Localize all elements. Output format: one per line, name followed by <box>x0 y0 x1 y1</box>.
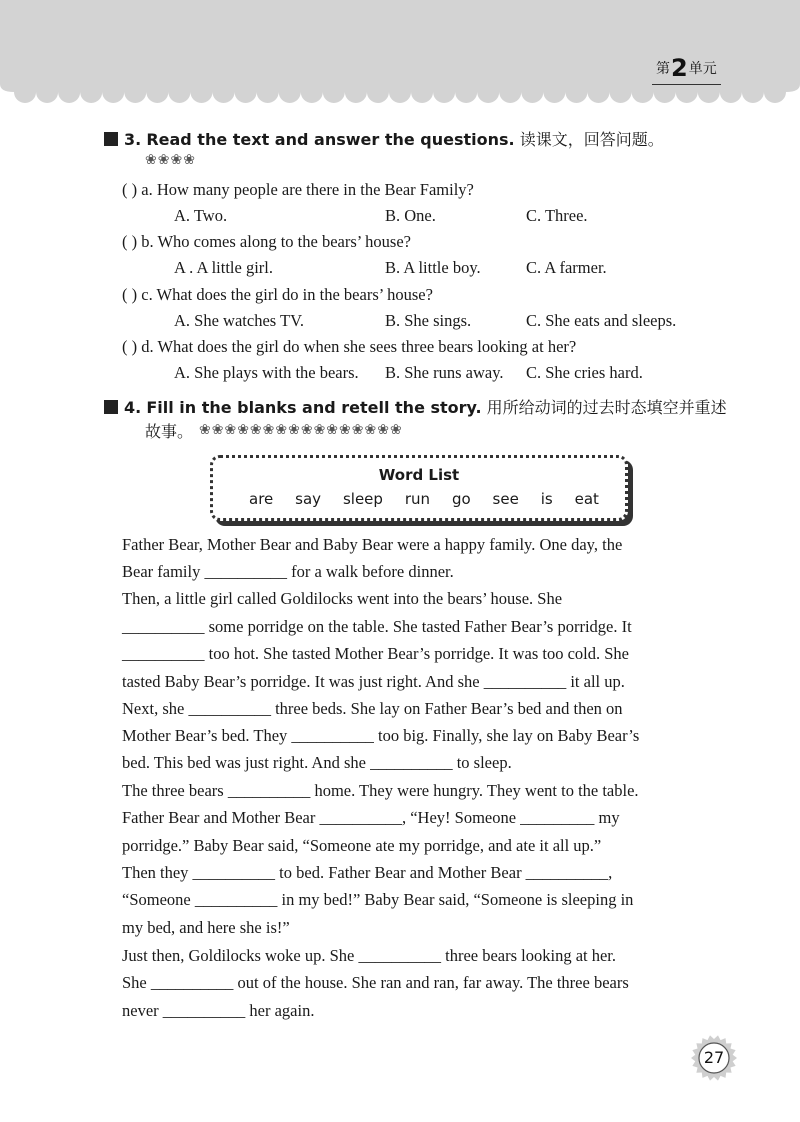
story-line: “Someone __________ in my bed!” Baby Bear said, “Someone is sleeping in <box>122 890 634 909</box>
unit-tag <box>652 54 721 85</box>
option-a-C: C. Three. <box>526 206 588 225</box>
word-item: run <box>404 490 431 508</box>
unit-suffix: 单元 <box>688 61 717 77</box>
story-line: __________ some porridge on the table. She tasted Father Bear’s porridge. It <box>122 617 632 636</box>
option-c-A: A. She watches TV. <box>174 311 305 330</box>
option-b-B: B. A little boy. <box>385 258 481 277</box>
difficulty-flowers-icon: ❀❀❀❀❀❀❀❀❀❀❀❀❀❀❀❀ <box>199 422 403 438</box>
section-3-number: 3. <box>124 130 142 149</box>
word-item: eat <box>574 490 599 508</box>
page-number-badge <box>690 1034 738 1082</box>
section-4-heading-line2 <box>145 420 193 444</box>
story-line: Bear family __________ for a walk before dinner. <box>122 562 454 581</box>
word-item: is <box>540 490 553 508</box>
word-item: sleep <box>342 490 383 508</box>
story-line: Then, a little girl called Goldilocks went into the bears’ house. She <box>122 589 563 608</box>
word-item: are <box>249 490 274 508</box>
option-d-C: C. She cries hard. <box>526 363 643 382</box>
story-line: Father Bear, Mother Bear and Baby Bear were a happy family. One day, the <box>122 535 623 554</box>
story-line: bed. This bed was just right. And she __________ to sleep. <box>122 753 512 772</box>
question-b: ( ) b. Who comes along to the bears’ house? <box>122 232 411 251</box>
option-d-B: B. She runs away. <box>385 363 504 382</box>
word-list <box>249 490 599 508</box>
page-number: 27 <box>703 1048 725 1067</box>
story-line: Next, she __________ three beds. She lay on Father Bear’s bed and then on <box>122 699 623 718</box>
section-4-title-en: Fill in the blanks and retell the story. <box>146 398 482 417</box>
unit-prefix: 第 <box>656 61 670 77</box>
story-line: tasted Baby Bear’s porridge. It was just right. And she __________ it all up. <box>122 672 625 691</box>
section-4-title-zh: 用所给动词的过去时态填空并重述 <box>486 398 727 417</box>
question-c: ( ) c. What does the girl do in the bears’ house? <box>122 285 433 304</box>
story-line: Mother Bear’s bed. They __________ too big. Finally, she lay on Baby Bear’s <box>122 726 640 745</box>
story-line: The three bears __________ home. They were hungry. They went to the table. <box>122 781 639 800</box>
story-line: Father Bear and Mother Bear __________, “Hey! Someone _________ my <box>122 808 620 827</box>
option-c-B: B. She sings. <box>385 311 472 330</box>
difficulty-flowers-icon: ❀❀❀❀ <box>145 152 196 168</box>
question-a: ( ) a. How many people are there in the Bear Family? <box>122 180 474 199</box>
story-line: never __________ her again. <box>122 1001 315 1020</box>
option-b-A: A . A little girl. <box>174 258 274 277</box>
word-list-box <box>210 455 628 521</box>
section-4-title-zh2: 故事。 <box>145 422 194 441</box>
section-3-title-en: Read the text and answer the questions. <box>146 130 515 149</box>
story-line: __________ too hot. She tasted Mother Bear’s porridge. It was too cold. She <box>122 644 629 663</box>
story-line: porridge.” Baby Bear said, “Someone ate my porridge, and ate it all up.” <box>122 836 602 855</box>
section-3-title-zh: 读课文，回答问题。 <box>519 130 664 149</box>
option-a-B: B. One. <box>385 206 436 225</box>
story-line: Then they __________ to bed. Father Bear and Mother Bear __________, <box>122 863 613 882</box>
story-line: She __________ out of the house. She ran and ran, far away. The three bears <box>122 973 629 992</box>
word-item: see <box>492 490 519 508</box>
option-c-C: C. She eats and sleeps. <box>526 311 677 330</box>
option-a-A: A. Two. <box>174 206 228 225</box>
square-bullet-icon <box>104 132 118 146</box>
section-4-number: 4. <box>124 398 142 417</box>
question-d: ( ) d. What does the girl do when she sees three bears looking at her? <box>122 337 577 356</box>
word-list-title: Word List <box>378 466 460 484</box>
story-line: my bed, and here she is!” <box>122 918 290 937</box>
story-line: Just then, Goldilocks woke up. She __________ three bears looking at her. <box>122 946 617 965</box>
section-4-heading <box>104 396 727 420</box>
option-b-C: C. A farmer. <box>526 258 607 277</box>
unit-number: 2 <box>671 54 688 82</box>
option-d-A: A. She plays with the bears. <box>174 363 359 382</box>
word-item: go <box>451 490 471 508</box>
square-bullet-icon <box>104 400 118 414</box>
word-item: say <box>295 490 322 508</box>
section-3-heading <box>104 128 664 152</box>
